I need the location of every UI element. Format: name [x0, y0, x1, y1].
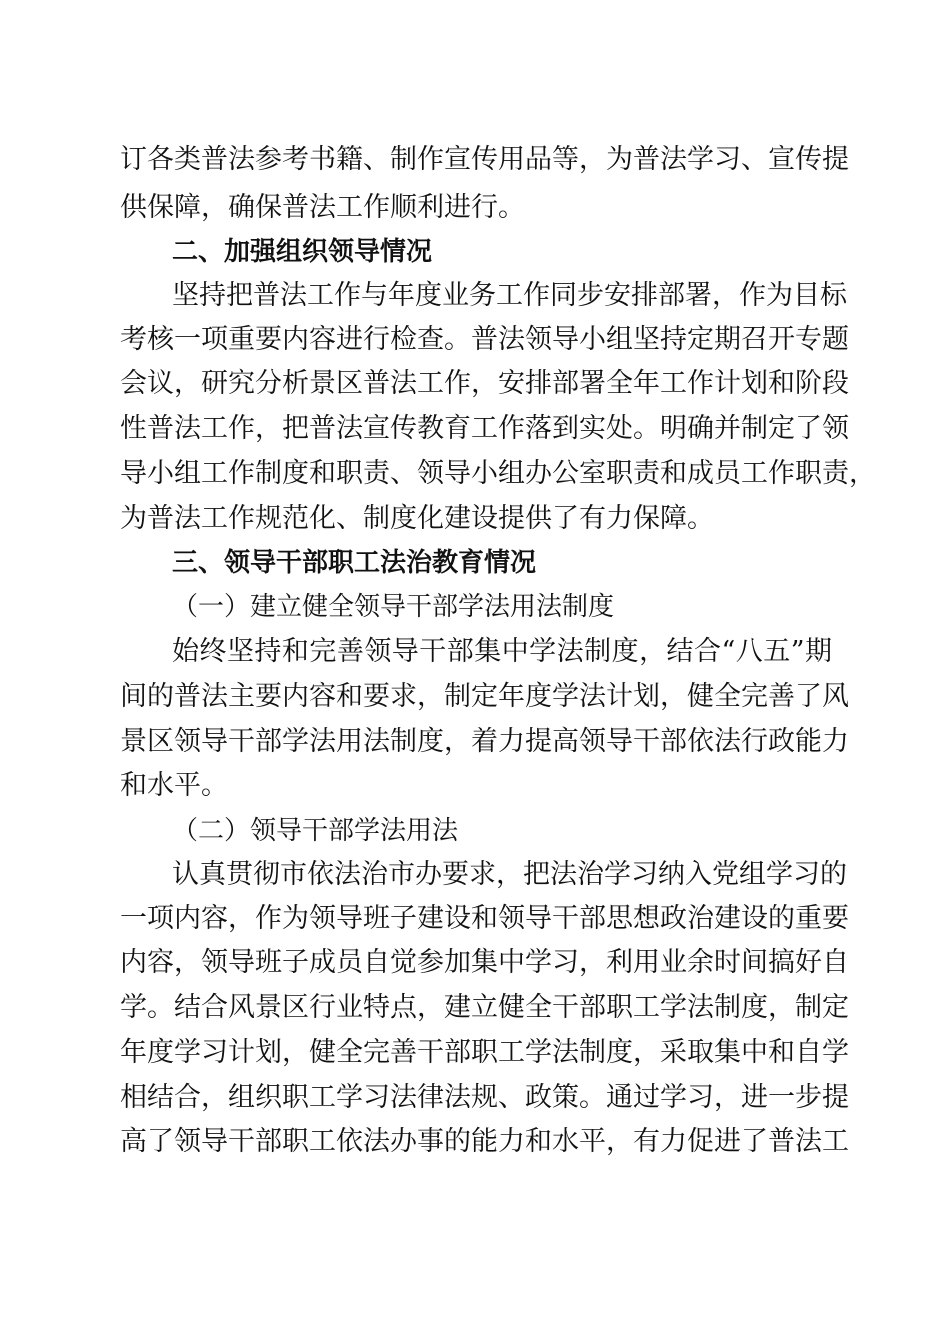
section-heading-2: 二、加强组织领导情况: [172, 237, 433, 267]
paragraph-line: 考核一项重要内容进行检查。普法领导小组坚持定期召开专题: [120, 324, 849, 355]
paragraph-line: 供保障，确保普法工作顺利进行。: [120, 192, 525, 223]
paragraph-line: 坚持把普法工作与年度业务工作同步安排部署，作为目标: [172, 280, 847, 311]
paragraph-line: 始终坚持和完善领导干部集中学法制度，结合“八五”期: [172, 636, 832, 667]
paragraph-line: 高了领导干部职工依法办事的能力和水平，有力促进了普法工: [120, 1126, 849, 1157]
paragraph-line: 会议，研究分析景区普法工作，安排部署全年工作计划和阶段: [120, 368, 849, 399]
paragraph-line: 间的普法主要内容和要求，制定年度学法计划，健全完善了风: [120, 681, 849, 712]
paragraph-line: 性普法工作，把普法宣传教育工作落到实处。明确并制定了领: [120, 413, 849, 444]
paragraph-line: 订各类普法参考书籍、制作宣传用品等，为普法学习、宣传提: [120, 144, 849, 175]
paragraph-line: 一项内容，作为领导班子建设和领导干部思想政治建设的重要: [120, 903, 849, 934]
paragraph-line: 内容，领导班子成员自觉参加集中学习，利用业余时间搞好自: [120, 947, 849, 978]
paragraph-line: 和水平。: [120, 770, 228, 801]
subsection-heading-2: （二）领导干部学法用法: [172, 816, 459, 846]
paragraph-line: 学。结合风景区行业特点，建立健全干部职工学法制度，制定: [120, 992, 849, 1023]
paragraph-line: 相结合，组织职工学习法律法规、政策。通过学习，进一步提: [120, 1082, 849, 1113]
paragraph-line: 导小组工作制度和职责、领导小组办公室职责和成员工作职责，: [120, 458, 876, 489]
paragraph-line: 年度学习计划，健全完善干部职工学法制度，采取集中和自学: [120, 1037, 849, 1068]
subsection-heading-1: （一）建立健全领导干部学法用法制度: [172, 592, 615, 622]
section-heading-3: 三、领导干部职工法治教育情况: [172, 548, 537, 578]
paragraph-line: 景区领导干部学法用法制度，着力提高领导干部依法行政能力: [120, 726, 849, 757]
paragraph-line: 认真贯彻市依法治市办要求，把法治学习纳入党组学习的: [172, 859, 847, 890]
paragraph-line: 为普法工作规范化、制度化建设提供了有力保障。: [120, 503, 714, 534]
